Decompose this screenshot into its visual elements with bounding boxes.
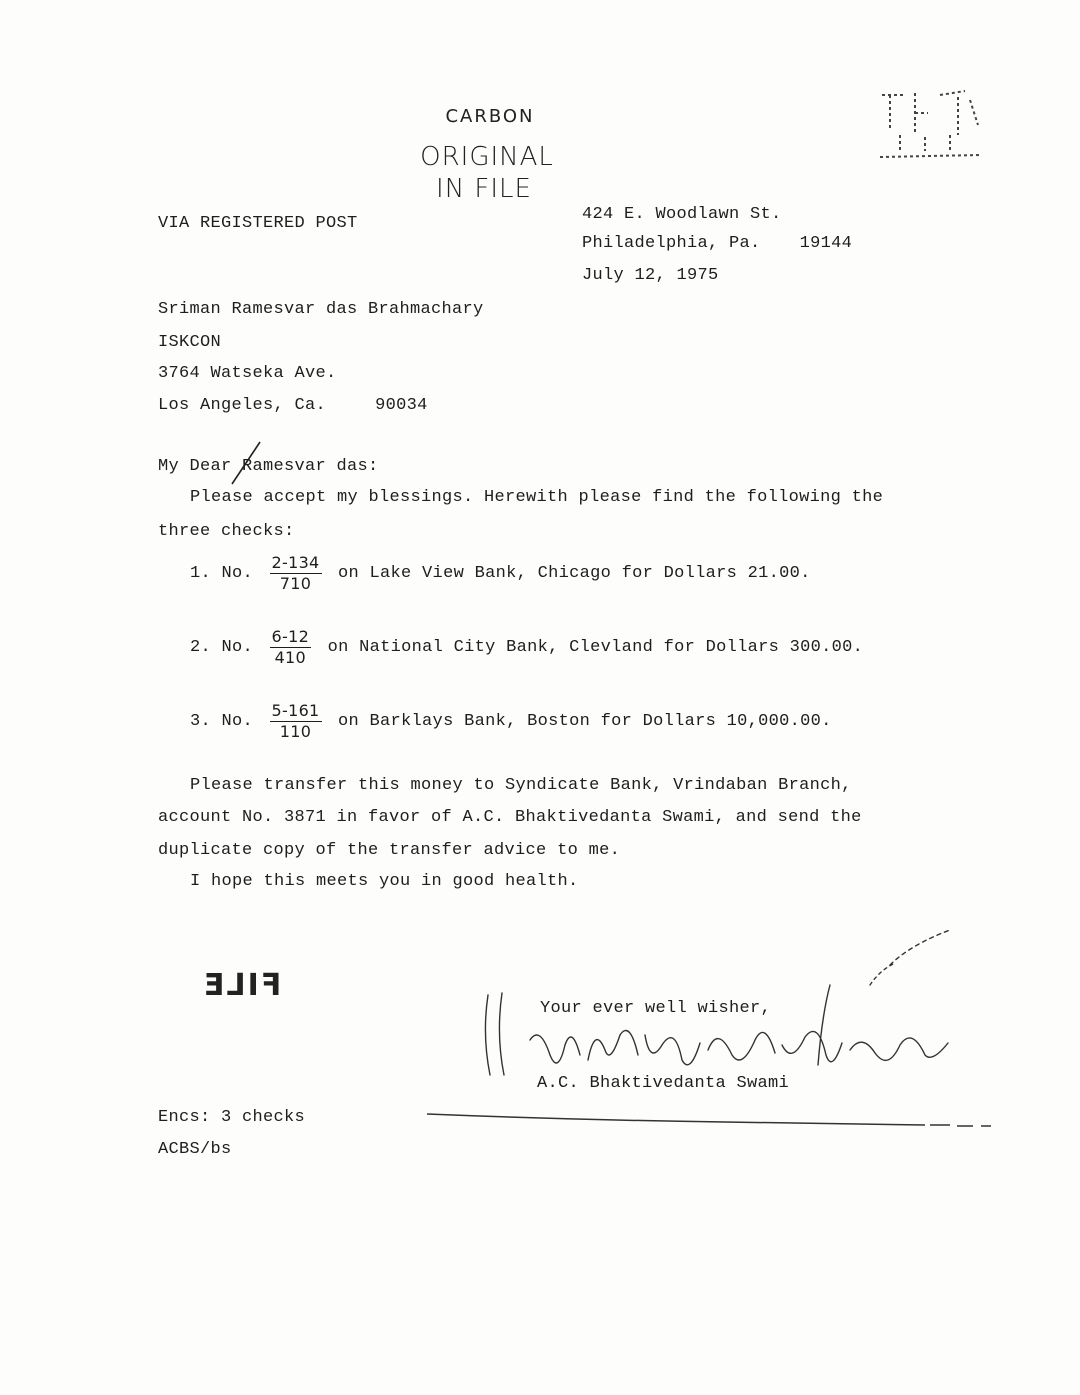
transfer-line-3: duplicate copy of the transfer advice to me. (158, 841, 621, 860)
file-stamp-mirrored: FILE (202, 968, 282, 1003)
salutation-pen-mark (226, 438, 266, 488)
original-label: ORIGINAL (420, 142, 554, 172)
closing-hope: I hope this meets you in good health. (190, 872, 579, 891)
letter-date: July 12, 1975 (582, 266, 719, 285)
check-3-denominator: 110 (279, 722, 312, 741)
recipient-zip: 90034 (375, 396, 428, 415)
check-2-text: on National City Bank, Clevland for Dollars 300.00. (327, 638, 864, 657)
carbon-label: CARBON (445, 106, 535, 127)
check-1-number (270, 554, 322, 593)
recipient-street: 3764 Watseka Ave. (158, 364, 337, 383)
check-2-numerator: 6-12 (271, 627, 310, 646)
in-file-label: IN FILE (436, 174, 532, 204)
check-3-number (270, 702, 322, 741)
transfer-line-1: Please transfer this money to Syndicate Bank, Vrindaban Branch, (190, 776, 852, 795)
recipient-city-line (158, 396, 428, 415)
salutation: My Dear Ramesvar das: (158, 457, 379, 476)
check-3-numerator: 5-161 (271, 701, 320, 720)
recipient-city: Los Angeles, Ca. (158, 396, 327, 415)
check-item-3 (190, 702, 832, 741)
intro-line-1: Please accept my blessings. Herewith please find the following the (190, 488, 884, 507)
check-2-number (270, 628, 312, 667)
check-2-index: 2. No. (190, 638, 254, 657)
check-1-denominator: 710 (279, 574, 312, 593)
check-1-text: on Lake View Bank, Chicago for Dollars 21.00. (338, 564, 811, 583)
check-item-2 (190, 628, 863, 667)
signoff: Your ever well wisher, (540, 999, 772, 1018)
signer-name: A.C. Bhaktivedanta Swami (537, 1074, 790, 1093)
sender-city: Philadelphia, Pa. (582, 234, 761, 253)
intro-line-2: three checks: (158, 522, 295, 541)
received-stamp-mark (870, 85, 1000, 170)
sender-zip: 19144 (799, 234, 853, 253)
check-2-denominator: 410 (274, 648, 307, 667)
check-1-index: 1. No. (190, 564, 254, 583)
check-item-1 (190, 554, 811, 593)
sender-street: 424 E. Woodlawn St. (582, 205, 782, 224)
check-3-text: on Barklays Bank, Boston for Dollars 10,000.00. (338, 712, 832, 731)
recipient-name: Sriman Ramesvar das Brahmachary (158, 300, 484, 319)
check-3-index: 3. No. (190, 712, 254, 731)
signature-underline (425, 1108, 1005, 1133)
transfer-line-2: account No. 3871 in favor of A.C. Bhaktivedanta Swami, and send the (158, 808, 862, 827)
check-1-numerator: 2-134 (271, 553, 320, 572)
enclosures: Encs: 3 checks (158, 1108, 306, 1127)
via-registered-post: VIA REGISTERED POST (158, 214, 358, 233)
recipient-org: ISKCON (158, 333, 222, 352)
reference-initials: ACBS/bs (158, 1140, 232, 1159)
sender-city-line (582, 234, 852, 253)
